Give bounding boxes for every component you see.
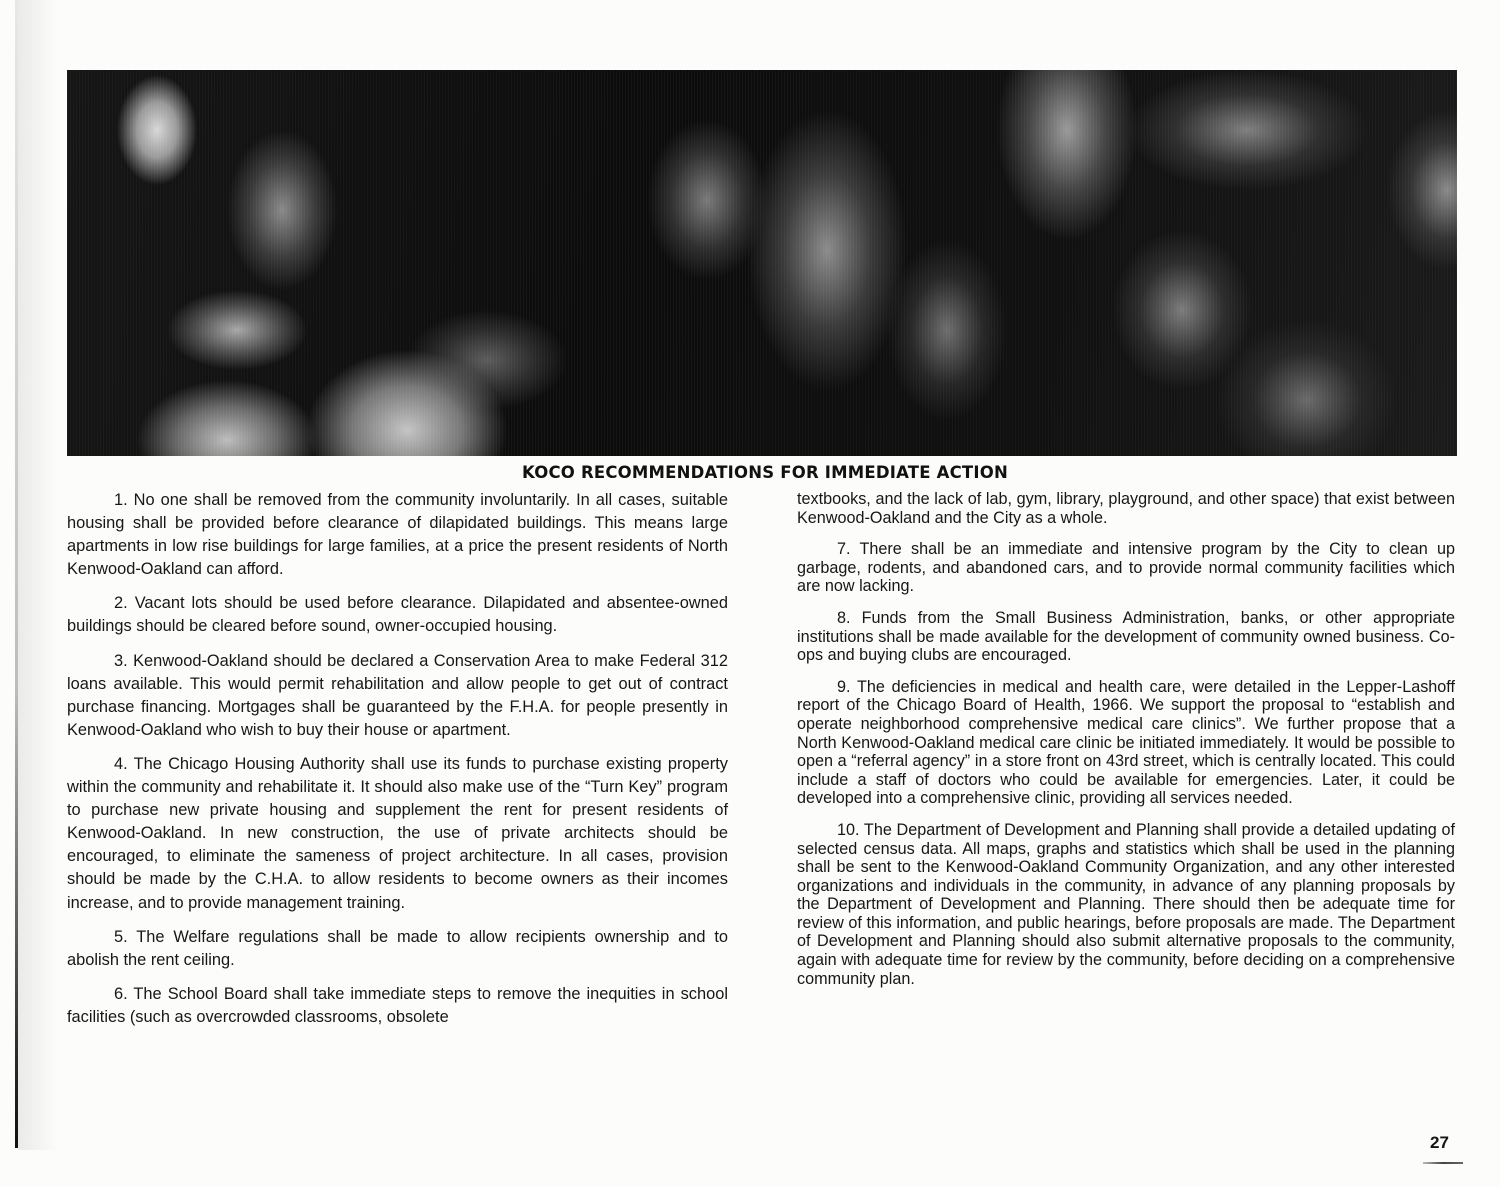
recommendation-6-continued: textbooks, and the lack of lab, gym, library, playground, and other space) that exist between Kenwood-Oakland and the City as a whole. [797,490,1455,527]
crowd-photo [67,70,1457,456]
recommendation-4: 4. The Chicago Housing Authority shall use its funds to purchase existing property within the community and rehabilitate it. It should also make use of the “Turn Key” program to purchase new private housing and supplement the rent for present residents of Kenwood-Oakland. In new construction, the use of private architects should be encouraged, to eliminate the sameness of project architecture. In all cases, provision should be made by the C.H.A. to allow residents to become owners as their incomes increase, and to provide management training. [67,754,728,912]
recommendation-9: 9. The deficiencies in medical and health care, were detailed in the Lepper-Lashoff report of the Chicago Board of Health, 1966. We support the proposal to “establish and operate neighborhood comprehensive medical care clinics”. We further propose that a North Kenwood-Oakland medical care clinic be initiated immediately. It would be possible to open a “referral agency” in a store front on 43rd street, which is centrally located. This could include a staff of doctors who could be available for emergencies. Later, it could be developed into a comprehensive clinic, providing all services needed. [797,677,1455,808]
recommendation-7: 7. There shall be an immediate and intensive program by the City to clean up garbage, rodents, and abandoned cars, and to provide normal community facilities which are now lacking. [797,540,1455,596]
page-number: 27 [1430,1133,1449,1152]
recommendation-10: 10. The Department of Development and Planning shall provide a detailed updating of selected census data. All maps, graphs and statistics which shall be used in the planning shall be sent to the Kenwood-Oakland Community Organization, and any other interested organizations and individuals in the community, in advance of any planning proposals by the Department of Development and Planning. There should then be adequate time for review of this information, and public hearings, before proposals are made. The Department of Development and Planning should also submit alternative proposals to the community, again with adequate time for review by the community, before deciding on a comprehensive community plan. [797,820,1455,988]
left-column [67,489,728,1040]
page-number-rule [1423,1162,1463,1164]
binding-line [15,0,18,1148]
recommendation-3: 3. Kenwood-Oakland should be declared a Conservation Area to make Federal 312 loans available. This would permit rehabilitation and allow people to get out of contract purchase financing. Mortgages shall be guaranteed by the F.H.A. for people presently in Kenwood-Oakland who wish to buy their house or apartment. [67,651,728,739]
binding-shadow [18,0,58,1150]
recommendation-1: 1. No one shall be removed from the community involuntarily. In all cases, suitable housing shall be provided before clearance of dilapidated buildings. This means large apartments in low rise buildings for large families, at a price the present residents of North Kenwood-Oakland can afford. [67,491,728,579]
right-column [797,490,1455,1001]
recommendation-6-start: 6. The School Board shall take immediate steps to remove the inequities in school facilities (such as overcrowded classrooms, obsolete [67,984,728,1026]
recommendation-5: 5. The Welfare regulations shall be made to allow recipients ownership and to abolish the rent ceiling. [67,927,728,969]
recommendation-8: 8. Funds from the Small Business Administration, banks, or other appropriate institutions shall be made available for the development of community owned business. Co-ops and buying clubs are encouraged. [797,608,1455,665]
recommendation-2: 2. Vacant lots should be used before clearance. Dilapidated and absentee-owned buildings should be cleared before sound, owner-occupied housing. [67,594,728,636]
page-title: KOCO RECOMMENDATIONS FOR IMMEDIATE ACTION [522,463,1008,482]
